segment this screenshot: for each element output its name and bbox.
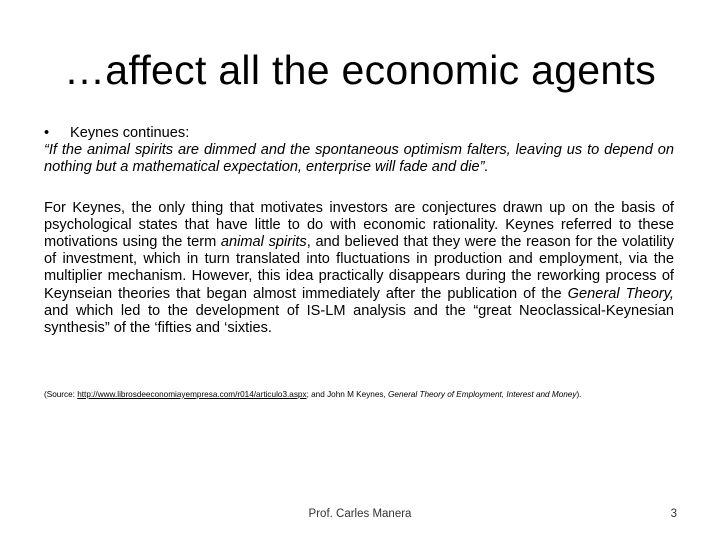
source-prefix: (Source: bbox=[44, 390, 78, 399]
slide-content bbox=[44, 125, 674, 337]
bullet-symbol: • bbox=[44, 125, 50, 141]
slide-title: …affect all the economic agents bbox=[64, 47, 656, 93]
paragraph-text-3: and which led to the development of IS-LM analysis and the “great Neoclassical-Keynesian synthesis” of the ‘fifties and ‘sixties. bbox=[44, 302, 674, 337]
source-book-title: General Theory of Employment, Interest and Money bbox=[388, 390, 577, 399]
bullet-text: Keynes continues: bbox=[70, 125, 190, 141]
paragraph-text-2: , and believed that they were the reason for the volatility of investment, which in turn translated into fluctuations in production and employment, via the multiplier mechanism. However, this idea practically disappears during the reworking process of Keynseian theories that began almost immediately after the publication of the bbox=[44, 234, 674, 302]
bullet-item bbox=[44, 125, 674, 142]
source-citation bbox=[44, 389, 684, 401]
body-paragraph bbox=[44, 200, 674, 338]
paragraph-italic-general-theory: General Theory, bbox=[567, 285, 674, 302]
footer-author: Prof. Carles Manera bbox=[308, 508, 412, 520]
keynes-quote: “If the animal spirits are dimmed and the spontaneous optimism falters, leaving us to depend on nothing but a mathematical expectation, enterprise will fade and die”. bbox=[44, 142, 674, 176]
source-middle: ; and John M Keynes, bbox=[306, 390, 389, 399]
paragraph-italic-animal-spirits: animal spirits bbox=[220, 234, 307, 251]
source-suffix: ). bbox=[576, 390, 582, 399]
page-number: 3 bbox=[670, 508, 677, 520]
paragraph-text-1: For Keynes, the only thing that motivates investors are conjectures drawn up on the basis of psychological states that have little to do with economic rationality. Keynes referred to these motivations using the term bbox=[44, 199, 674, 251]
source-link[interactable]: http://www.librosdeeconomiayempresa.com/r014/articulo3.aspx bbox=[77, 390, 307, 399]
